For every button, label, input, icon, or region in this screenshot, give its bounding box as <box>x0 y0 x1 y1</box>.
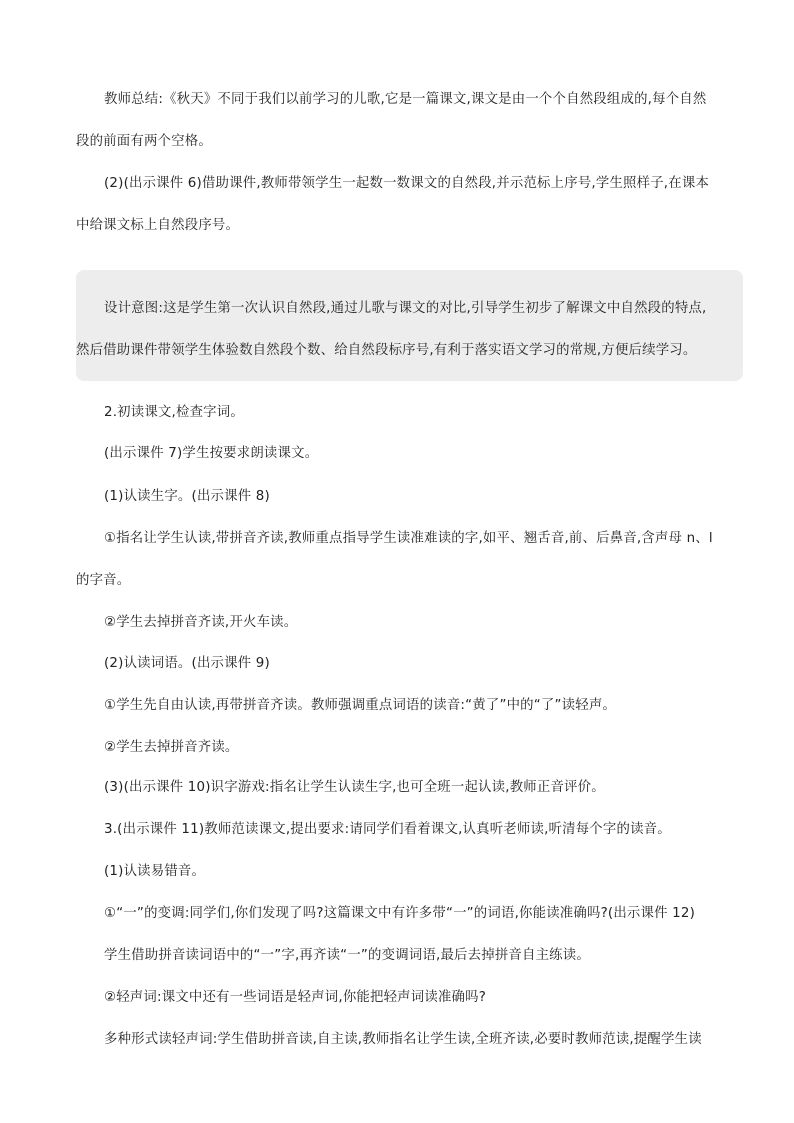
text-line: ①指名让学生认读,带拼音齐读,教师重点指导学生读准难读的字,如平、翘舌音,前、后鼻音,含声母 n、l <box>104 531 713 546</box>
text-line: ②学生去掉拼音齐读,开火车读。 <box>104 615 298 630</box>
text-line: 学生借助拼音读词语中的“一”字,再齐读“一”的变调词语,最后去掉拼音自主练读。 <box>104 948 590 963</box>
text-line: (出示课件 7)学生按要求朗读课文。 <box>104 446 319 461</box>
text-line: (1)认读易错音。 <box>104 864 206 879</box>
text-line: 多种形式读轻声词:学生借助拼音读,自主读,教师指名让学生读,全班齐读,必要时教师范读,提醒学生读 <box>104 1032 702 1047</box>
design-intent-line: 然后借助课件带领学生体验数自然段个数、给自然段标序号,有利于落实语文学习的常规,方便后续学习。 <box>76 343 697 358</box>
paragraph-line: 段的前面有两个空格。 <box>76 134 212 149</box>
paragraph-line: (2)(出示课件 6)借助课件,教师带领学生一起数一数课文的自然段,并示范标上序号,学生照样子,在课本 <box>104 176 710 191</box>
text-line: (3)(出示课件 10)识字游戏:指名让学生认读生字,也可全班一起认读,教师正音评价。 <box>104 780 605 795</box>
text-line: ①学生先自由认读,再带拼音齐读。教师强调重点词语的读音:“黄了”中的“了”读轻声。 <box>104 698 616 713</box>
design-intent-box <box>76 270 743 381</box>
text-line: ②学生去掉拼音齐读。 <box>104 740 239 755</box>
text-line: ②轻声词:课文中还有一些词语是轻声词,你能把轻声词读准确吗? <box>104 990 487 1005</box>
text-line: ①“一”的变调:同学们,你们发现了吗?这篇课文中有许多带“一”的词语,你能读准确吗?(出示课件 12) <box>104 906 695 921</box>
design-intent-line: 设计意图:这是学生第一次认识自然段,通过儿歌与课文的对比,引导学生初步了解课文中自然段的特点, <box>104 301 707 316</box>
text-line: (1)认读生字。(出示课件 8) <box>104 489 270 504</box>
text-line: 3.(出示课件 11)教师范读课文,提出要求:请同学们看着课文,认真听老师读,听清每个字的读音。 <box>104 822 671 837</box>
text-line: 的字音。 <box>76 573 131 588</box>
text-line: (2)认读词语。(出示课件 9) <box>104 656 270 671</box>
text-line: 2.初读课文,检查字词。 <box>104 405 244 420</box>
paragraph-line: 中给课文标上自然段序号。 <box>76 218 240 233</box>
paragraph-line: 教师总结:《秋天》不同于我们以前学习的儿歌,它是一篇课文,课文是由一个个自然段组成的,每个自然 <box>104 92 707 107</box>
